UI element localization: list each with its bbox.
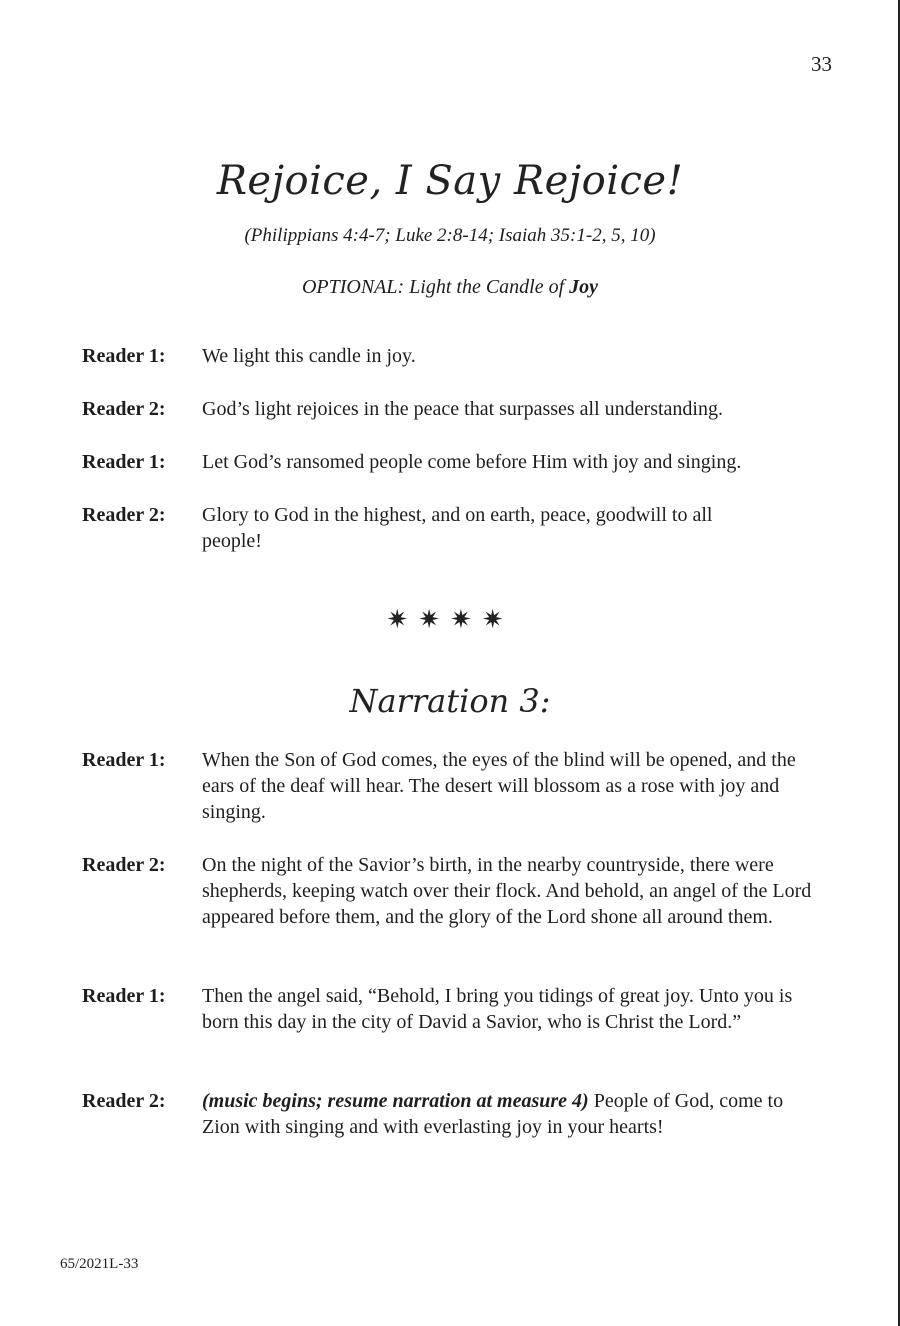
dialogue-text: We light this candle in joy. (202, 345, 416, 367)
speaker-label: Reader 1: (82, 345, 166, 367)
dialogue-text: When the Son of God comes, the eyes of the blind will be opened, and the ears of the deaf will hear. The desert will blossom as a rose with joy and singing. (202, 749, 796, 823)
dialogue-text: Let God’s ransomed people come before Him with joy and singing. (202, 451, 742, 473)
dialogue-line (82, 396, 822, 422)
speaker-label: Reader 2: (82, 854, 166, 876)
dialogue-line (82, 747, 822, 825)
speaker-label: Reader 2: (82, 398, 166, 420)
dialogue-text: Glory to God in the highest, and on earth, peace, goodwill to all people! (202, 504, 713, 552)
speaker-label: Reader 1: (82, 451, 166, 473)
dialogue-text: God’s light rejoices in the peace that surpasses all understanding. (202, 398, 723, 420)
dialogue-line (82, 343, 822, 369)
page-title: Rejoice, I Say Rejoice! (216, 158, 684, 204)
star-divider: ✷✷✷✷ (386, 605, 514, 634)
dialogue-text: On the night of the Savior’s birth, in the nearby countryside, there were shepherds, keeping watch over their flock. And behold, an angel of the Lord appeared before them, and the glory of the Lord shone all around them. (202, 854, 812, 928)
footer-code: 65/2021L-33 (60, 1256, 139, 1272)
page-number: 33 (811, 52, 832, 76)
dialogue-text-rest: People of God, come to Zion with singing and with everlasting joy in your hearts! (202, 1090, 784, 1138)
optional-instruction (0, 276, 900, 299)
dialogue-text: Then the angel said, “Behold, I bring you tidings of great joy. Unto you is born this day in the city of David a Savior, who is Christ the Lord.” (202, 985, 793, 1033)
dialogue-line (82, 449, 822, 475)
speaker-label: Reader 1: (82, 749, 166, 771)
dialogue-line (82, 852, 822, 930)
dialogue-line (82, 502, 822, 554)
speaker-label: Reader 2: (82, 504, 166, 526)
optional-emphasis: Joy (569, 276, 599, 298)
stage-direction: (music begins; resume narration at measure 4) (202, 1090, 589, 1112)
dialogue-line (82, 1088, 822, 1140)
optional-prefix: OPTIONAL: Light the Candle of (301, 276, 570, 298)
section-title: Narration 3: (349, 682, 551, 720)
scripture-reference: (Philippians 4:4-7; Luke 2:8-14; Isaiah 35:1-2, 5, 10) (244, 225, 656, 246)
dialogue-line (82, 983, 822, 1035)
speaker-label: Reader 2: (82, 1090, 166, 1112)
dialogue-text (202, 1088, 822, 1140)
speaker-label: Reader 1: (82, 985, 166, 1007)
